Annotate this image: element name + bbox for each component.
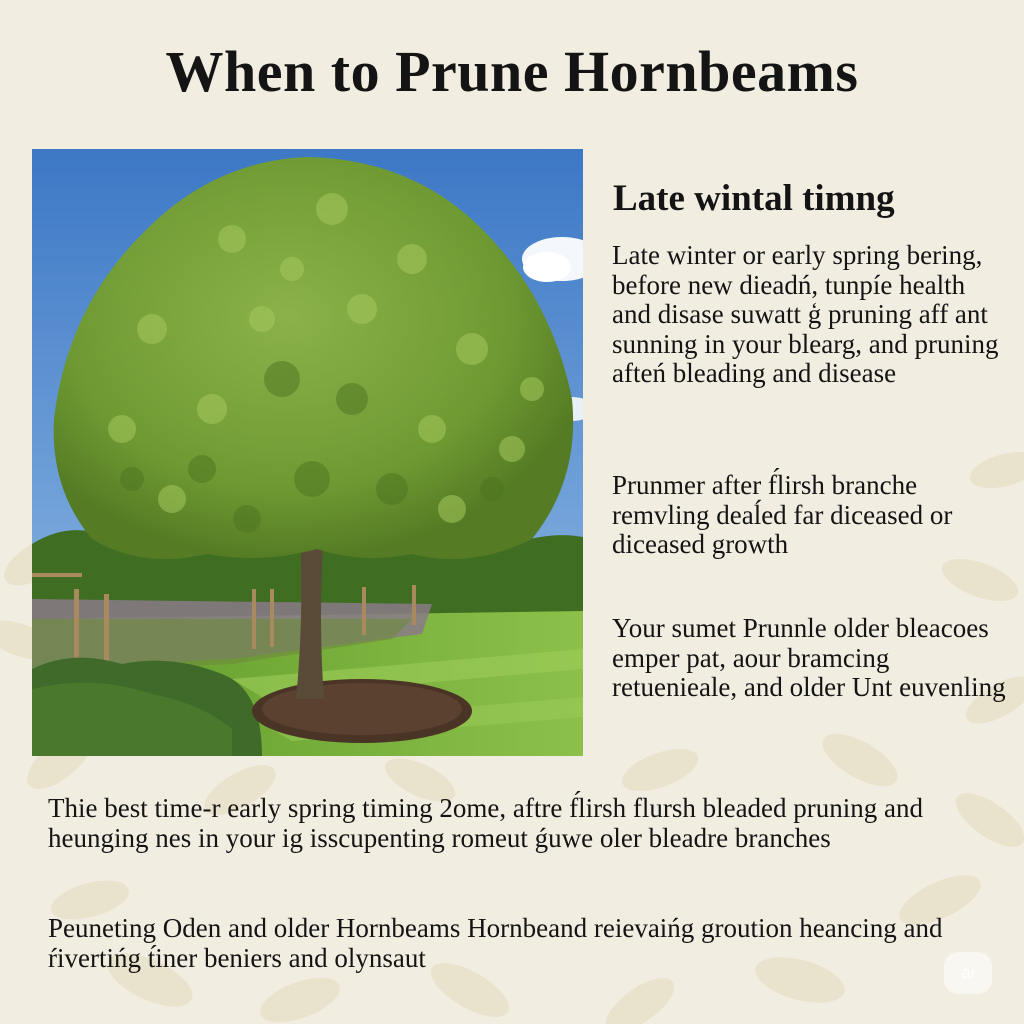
bottom-paragraph-1: Thie best time-r early spring timing 2ome, aftre f́lirsh flursh bleaded pruning and heunging nes in your ig isscupenting romeut ǵuwe oler bleadre branches bbox=[48, 793, 924, 853]
page-title: When to Prune Hornbeams bbox=[165, 39, 859, 104]
section-paragraph-3: Your sumet Prunnle older bleacoes emper pat, aour bramcing retuenieale, and older Unt euvenling bbox=[612, 613, 1006, 702]
ai-badge: ai bbox=[944, 952, 992, 994]
hornbeam-tree-photo bbox=[32, 149, 583, 756]
section-paragraph-2: Prunmer after f́lirsh branche remvling deaĺed far diceased or diceased growth bbox=[612, 470, 953, 559]
section-heading: Late wintal timng bbox=[613, 178, 895, 219]
section-paragraph-1: Late winter or early spring bering, before new dieadń, tunpíe health and disase suwatt ģ pruning aff ant sunning in your blearg, and pruning afteń bleading and disease bbox=[612, 240, 999, 388]
bottom-paragraph-2: Peuneting Oden and older Hornbeams Hornbeand reievaińg groution heancing and ŕivertińg t́iner beniers and olynsaut bbox=[48, 913, 943, 973]
